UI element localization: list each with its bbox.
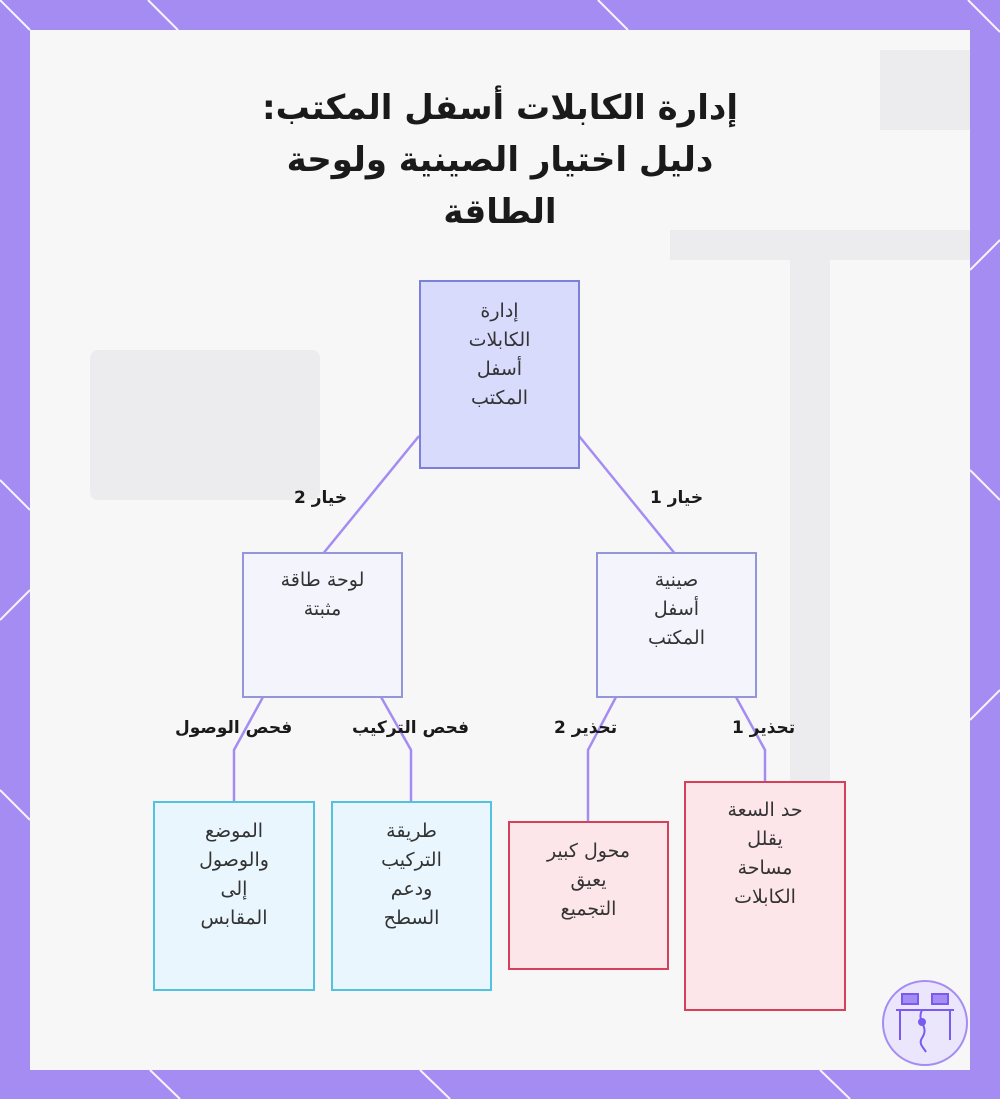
edge-power-board-mounting [381,697,411,802]
node-position-access [153,801,315,991]
title-line-1: إدارة الكابلات أسفل المكتب: [262,88,738,128]
node-position-access-label: الموضع والوصول إلى المقابس [199,820,269,929]
edge-label-access-check: فحص الوصول [175,718,293,738]
node-tray-label: صينية أسفل المكتب [648,569,705,649]
edge-label-warning1: تحذير 1 [732,718,796,738]
node-power-board-label: لوحة طاقة مثبتة [280,569,365,620]
node-mounting-method [331,801,492,991]
node-power-board [242,552,403,698]
edge-power-board-position [234,697,263,802]
edge-label-mount-check: فحص التركيب [352,718,470,738]
desk-cable-icon [884,982,966,1064]
node-large-adapter [508,821,669,970]
title-line-3: الطاقة [443,192,557,232]
edge-label-option2: خيار 2 [294,488,348,508]
title-line-2: دليل اختيار الصينية ولوحة [286,140,714,180]
node-capacity-limit-label: حد السعة يقلل مساحة الكابلات [727,799,803,908]
edge-label-warning2: تحذير 2 [554,718,618,738]
node-tray [596,552,757,698]
brand-logo [882,980,968,1066]
node-root [419,280,580,469]
node-capacity-limit [684,781,846,1011]
node-root-label: إدارة الكابلات أسفل المكتب [468,300,531,409]
node-large-adapter-label: محول كبير يعيق التجميع [546,840,631,920]
edge-tray-large-adapter [588,697,616,822]
node-mounting-method-label: طريقة التركيب ودعم السطح [381,820,442,929]
edge-label-option1: خيار 1 [650,488,704,508]
edge-tray-capacity-limit [736,697,765,782]
